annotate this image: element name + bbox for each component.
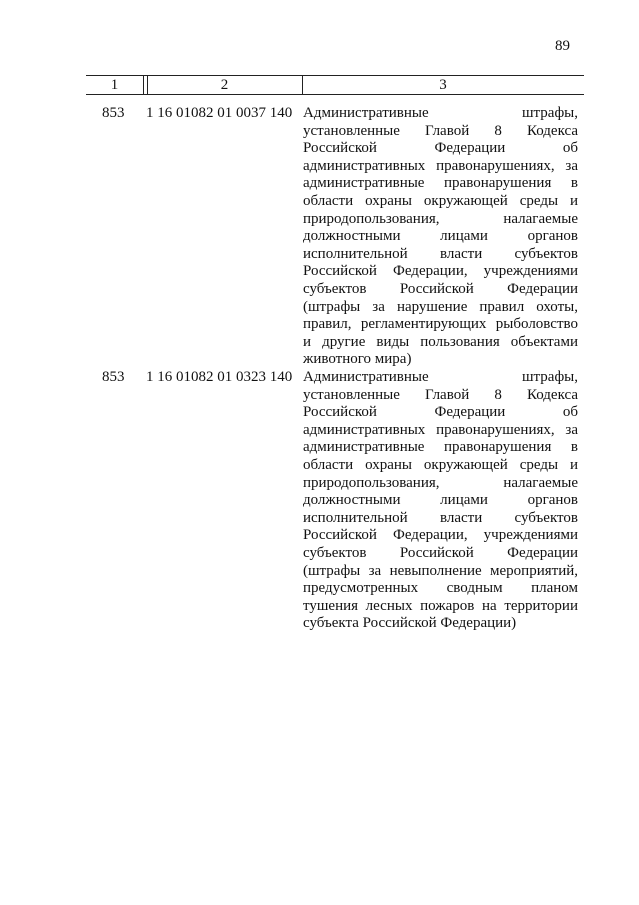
description-line: и другие виды пользования объектами <box>303 333 578 350</box>
description-line: Российской Федерации об <box>303 140 578 157</box>
description-line: административных правонарушениях, за <box>303 157 578 174</box>
header-rule-bottom <box>86 94 584 95</box>
description-line: предусмотренных сводным планом <box>303 580 578 597</box>
header-col-2: 2 <box>220 77 229 93</box>
description-line: Российской Федерации, учреждениями <box>303 527 578 544</box>
description-line: Административные штрафы, <box>303 105 578 121</box>
description-line: (штрафы за нарушение правил охоты, <box>303 298 578 315</box>
description-line: субъектов Российской Федерации <box>303 280 578 297</box>
description-line: административные правонарушения в <box>303 439 578 456</box>
description-line: административные правонарушения в <box>303 175 578 192</box>
description-line: животного мира) <box>303 351 412 368</box>
description <box>303 105 578 369</box>
description-line: Российской Федерации об <box>303 404 578 421</box>
budget-classification-code: 1 16 01082 01 0037 140 <box>146 105 293 121</box>
description-line: субъектов Российской Федерации <box>303 544 578 561</box>
description <box>303 369 578 633</box>
description-line: установленные Главой 8 Кодекса <box>303 122 578 139</box>
description-line: установленные Главой 8 Кодекса <box>303 386 578 403</box>
header-col-3: 3 <box>439 77 447 93</box>
description-line: должностными лицами органов <box>303 228 578 245</box>
description-line: Административные штрафы, <box>303 369 578 385</box>
description-line: области охраны окружающей среды и <box>303 192 578 209</box>
description-line: области охраны окружающей среды и <box>303 456 578 473</box>
header-col-1: 1 <box>110 77 119 93</box>
admin-code: 853 <box>102 105 125 121</box>
column-separator <box>143 76 144 94</box>
description-line: исполнительной власти субъектов <box>303 245 578 262</box>
description-line: природопользования, налагаемые <box>303 210 578 227</box>
description-line: должностными лицами органов <box>303 492 578 509</box>
description-line: природопользования, налагаемые <box>303 474 578 491</box>
description-line: тушения лесных пожаров на территории <box>303 597 578 614</box>
page-number: 89 <box>555 38 570 54</box>
description-line: правил, регламентирующих рыболовство <box>303 316 578 333</box>
admin-code: 853 <box>102 369 125 385</box>
description-line: (штрафы за невыполнение мероприятий, <box>303 562 578 579</box>
description-line: административных правонарушениях, за <box>303 421 578 438</box>
description-line: Российской Федерации, учреждениями <box>303 263 578 280</box>
description-line: субъекта Российской Федерации) <box>303 615 517 632</box>
budget-classification-code: 1 16 01082 01 0323 140 <box>146 369 293 385</box>
description-line: исполнительной власти субъектов <box>303 509 578 526</box>
